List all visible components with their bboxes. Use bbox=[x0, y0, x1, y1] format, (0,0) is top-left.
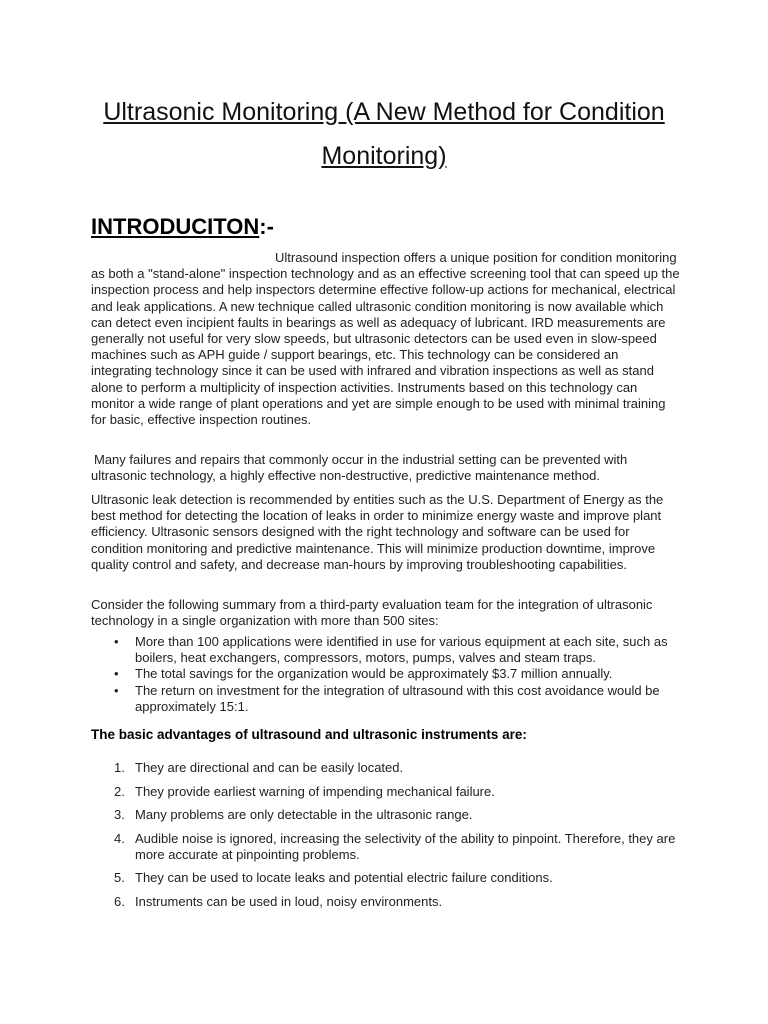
item-number: 4. bbox=[114, 830, 125, 846]
list-item: • More than 100 applications were identified in use for various equipment at each site, such as boilers, heat exchangers, compressors, motors, pumps, valves and steam traps. bbox=[91, 634, 681, 666]
failures-paragraph: Many failures and repairs that commonly occur in the industrial setting can be prevented with ultrasonic technology, a highly effective non-destructive, predictive maintenance method. bbox=[91, 452, 628, 484]
item-number: 2. bbox=[114, 783, 125, 799]
leak-detection-paragraph: Ultrasonic leak detection is recommended by entities such as the U.S. Department of Energy as the best method for detecting the location of leaks in order to minimize energy waste and improve plant efficiency. Ultrasonic sensors designed with the right technology and software can be used for condition monitoring and predictive maintenance. This will minimize production downtime, improve quality control and safety, and decrease man-hours by improving troubleshooting capabilities. bbox=[91, 492, 664, 572]
list-item: • The total savings for the organization would be approximately $3.7 million annually. bbox=[91, 666, 681, 682]
item-number: 3. bbox=[114, 807, 125, 822]
item-text: They provide earliest warning of impending mechanical failure. bbox=[135, 783, 495, 799]
introduction-heading-text: INTRODUCITON bbox=[91, 214, 260, 239]
list-item: • The return on investment for the integration of ultrasound with this cost avoidance would be approximately 15:1. bbox=[91, 683, 681, 715]
advantages-heading: The basic advantages of ultrasound and ultrasonic instruments are: bbox=[91, 727, 527, 742]
list-item bbox=[91, 870, 681, 886]
introduction-heading-suffix: :- bbox=[259, 214, 274, 239]
list-item bbox=[91, 807, 681, 823]
advantages-list bbox=[91, 760, 681, 917]
item-number: 6. bbox=[114, 893, 125, 909]
document-title: Ultrasonic Monitoring (A New Method for Condition Monitoring) bbox=[103, 98, 665, 170]
item-text: Many problems are only detectable in the ultrasonic range. bbox=[135, 807, 473, 822]
item-number: 5. bbox=[114, 870, 125, 886]
summary-bullet-list bbox=[91, 634, 681, 715]
item-text: They are directional and can be easily located. bbox=[135, 760, 404, 775]
list-item bbox=[91, 784, 681, 800]
item-text: Instruments can be used in loud, noisy environments. bbox=[135, 893, 443, 909]
list-item bbox=[91, 760, 681, 776]
item-text: Audible noise is ignored, increasing the selectivity of the ability to pinpoint. Therefore, they are more accurate at pinpointing problems. bbox=[135, 830, 676, 862]
summary-intro-paragraph: Consider the following summary from a third-party evaluation team for the integration of ultrasonic technology in a single organization with more than 500 sites: bbox=[91, 597, 653, 629]
item-number: 1. bbox=[114, 760, 125, 775]
introduction-heading bbox=[91, 210, 274, 244]
list-item bbox=[91, 894, 681, 910]
list-item bbox=[91, 831, 681, 863]
intro-paragraph: Ultrasound inspection offers a unique position for condition monitoring as both a "stand-alone" inspection technology and as an effective screening tool that can speed up the inspection process and help inspectors determine effective follow-up actions for mechanical, electrical and leak applications. A new technique called ultrasonic condition monitoring is now available which can detect even incipient faults in bearings as well as adequacy of lubricant. IRD measurements are generally not useful for very slow speeds, but ultrasonic detectors can be used even in slow-speed machines such as APH guide / support bearings, etc. This technology can be considered an integrating technology since it can be used with infrared and vibration inspections as well as stand alone to perform a multiplicity of inspection activities. Instruments based on this technology can monitor a wide range of plant operations and yet are simple enough to be used with minimal training for basic, effective inspection routines. bbox=[91, 250, 680, 428]
item-text: They can be used to locate leaks and potential electric failure conditions. bbox=[135, 870, 553, 886]
